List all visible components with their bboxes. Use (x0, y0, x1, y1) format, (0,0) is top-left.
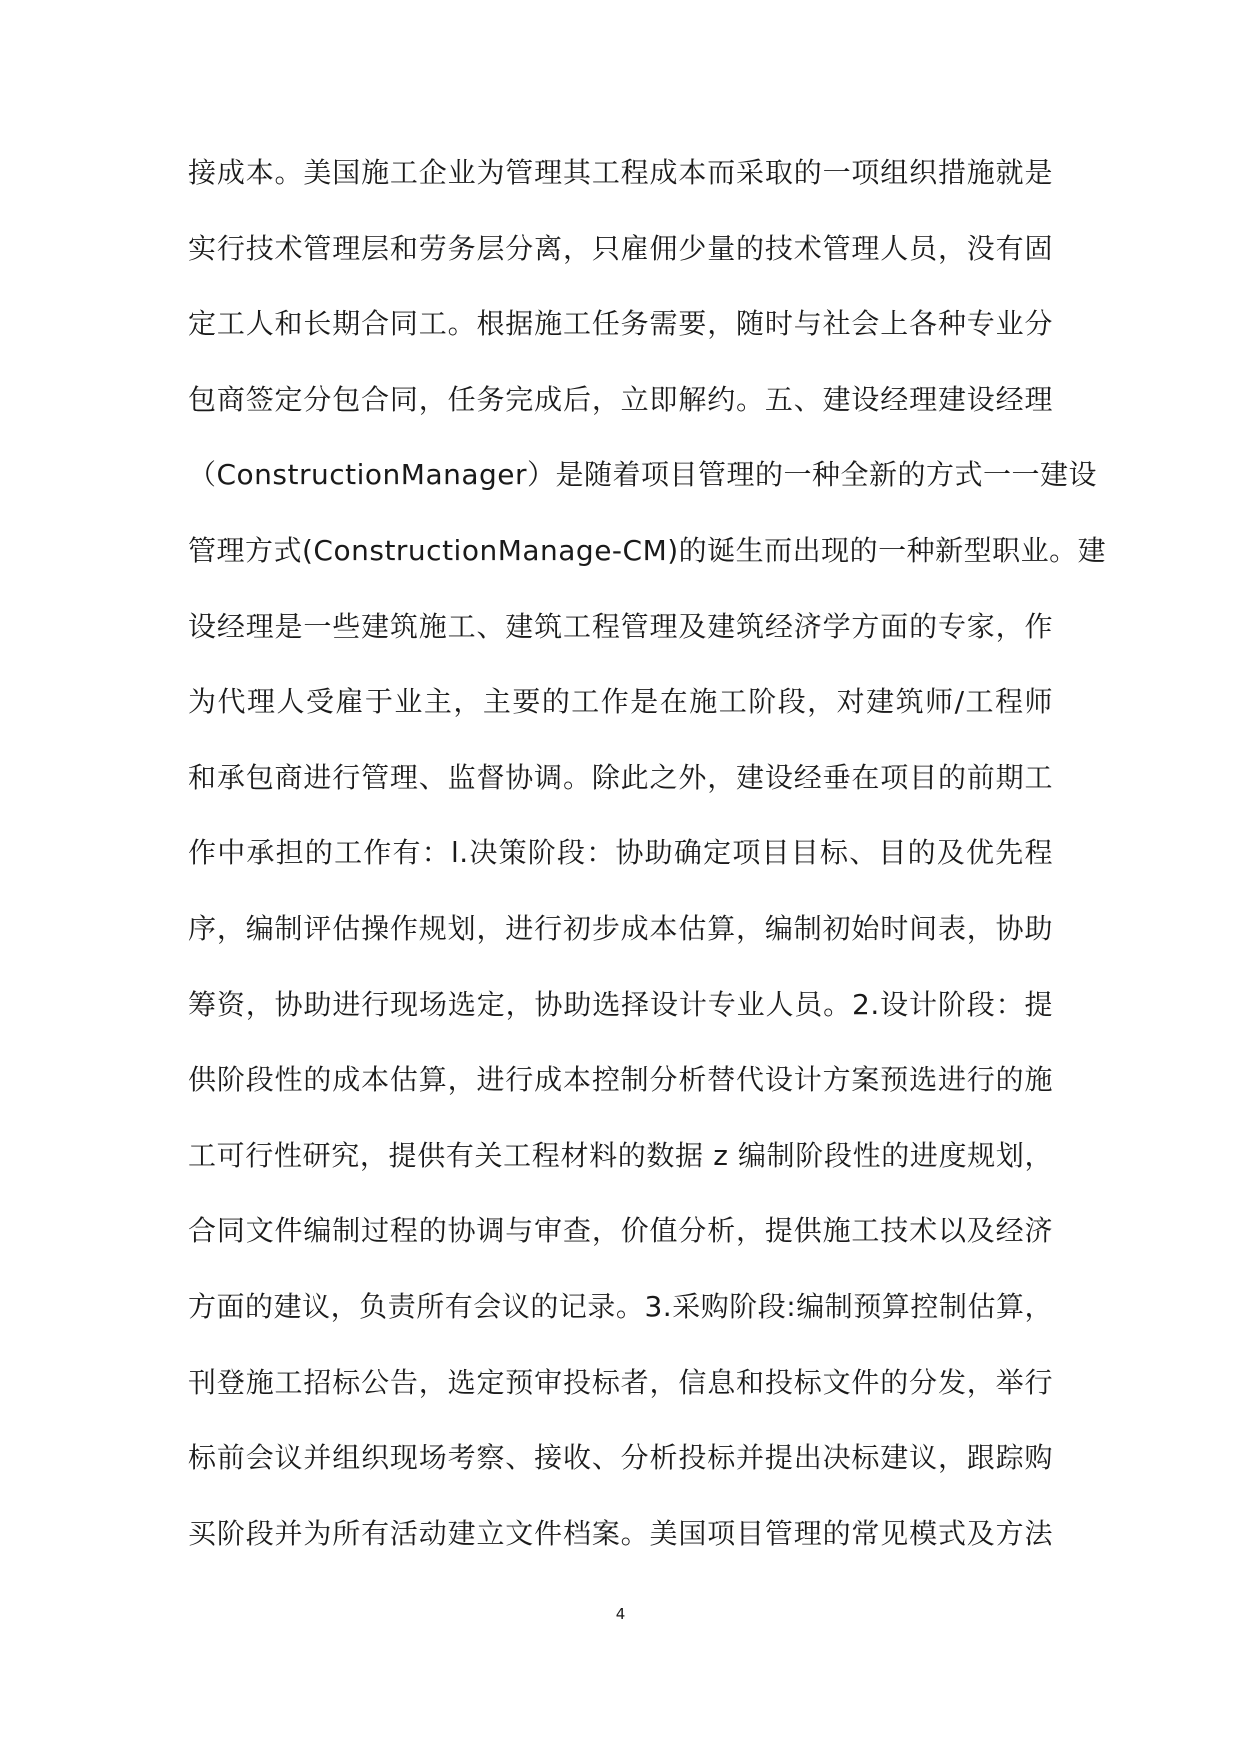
text-line-7: 设经理是一些建筑施工、建筑工程管理及建筑经济学方面的专家，作 (188, 609, 1053, 643)
text-line-2: 实行技术管理层和劳务层分离，只雇佣少量的技术管理人员，没有固 (188, 231, 1053, 265)
text-line-5: （ConstructionManager）是随着项目管理的一种全新的方式一一建设 (188, 458, 1098, 492)
text-line-3: 定工人和长期合同工。根据施工任务需要，随时与社会上各种专业分 (188, 307, 1053, 341)
text-line-9: 和承包商进行管理、监督协调。除此之外，建设经垂在项目的前期工 (188, 760, 1053, 794)
page-number: 4 (615, 1605, 626, 1623)
text-line-17: 刊登施工招标公告，选定预审投标者，信息和投标文件的分发，举行 (188, 1365, 1053, 1399)
text-line-4: 包商签定分包合同，任务完成后，立即解约。五、建设经理建设经理 (188, 382, 1053, 416)
text-line-15: 合同文件编制过程的协调与审查，价值分析，提供施工技术以及经济 (188, 1214, 1053, 1248)
text-line-8: 为代理人受雇于业主，主要的工作是在施工阶段，对建筑师/工程师 (188, 685, 1053, 719)
text-line-18: 标前会议并组织现场考察、接收、分析投标并提出决标建议，跟踪购 (188, 1441, 1053, 1475)
body-text (188, 148, 1107, 1584)
text-line-13: 供阶段性的成本估算，进行成本控制分析替代设计方案预选进行的施 (188, 1063, 1053, 1097)
text-line-16: 方面的建议，负责所有会议的记录。3.采购阶段:编制预算控制估算， (188, 1289, 1053, 1323)
text-line-10: 作中承担的工作有：l.决策阶段：协助确定项目目标、目的及优先程 (188, 836, 1053, 870)
text-line-12: 筹资，协助进行现场选定，协助选择设计专业人员。2.设计阶段：提 (188, 987, 1053, 1021)
text-line-19: 买阶段并为所有活动建立文件档案。美国项目管理的常见模式及方法 (188, 1516, 1053, 1550)
text-line-14: 工可行性研究，提供有关工程材料的数据 z 编制阶段性的进度规划， (188, 1138, 1053, 1172)
text-line-6: 管理方式(ConstructionManage-CM)的诞生而出现的一种新型职业。建 (188, 533, 1107, 567)
text-line-1: 接成本。美国施工企业为管理其工程成本而采取的一项组织措施就是 (188, 156, 1053, 189)
text-line-11: 序，编制评估操作规划，进行初步成本估算，编制初始时间表，协助 (188, 911, 1053, 945)
